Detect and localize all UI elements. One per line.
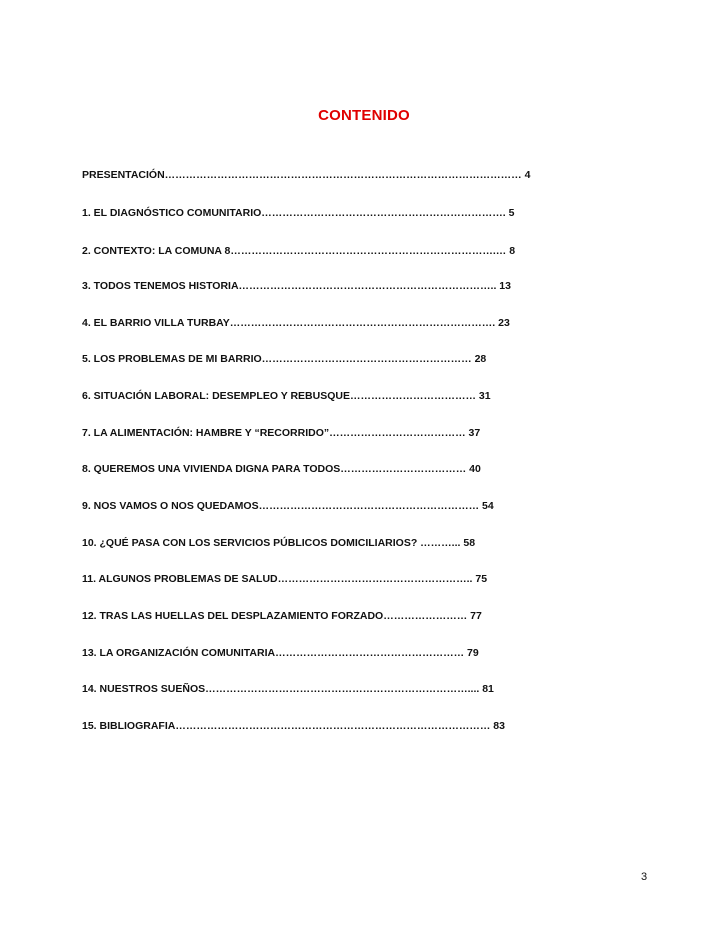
- toc-entry-5[interactable]: 5. LOS PROBLEMAS DE MI BARRIO…………………………………………………… 28: [82, 353, 487, 365]
- toc-entry-2[interactable]: 2. CONTEXTO: LA COMUNA 8………………………………………………………………….… 8: [82, 245, 516, 257]
- toc-entry-9[interactable]: 9. NOS VAMOS O NOS QUEDAMOS……………………………………………………… 54: [82, 500, 494, 512]
- page-title: CONTENIDO: [318, 107, 410, 124]
- toc-entry-6[interactable]: 6. SITUACIÓN LABORAL: DESEMPLEO Y REBUSQUE……………………………… 31: [82, 390, 491, 402]
- toc-entry-4[interactable]: 4. EL BARRIO VILLA TURBAY…………………………………………………………………. 23: [82, 317, 510, 329]
- toc-entry-15[interactable]: 15. BIBLIOGRAFIA……………………………………………………………………………… 83: [82, 720, 505, 732]
- toc-entry-14[interactable]: 14. NUESTROS SUEÑOS………………………………………………………………….... 81: [82, 683, 494, 695]
- toc-entry-12[interactable]: 12. TRAS LAS HUELLAS DEL DESPLAZAMIENTO FORZADO…………………… 77: [82, 610, 482, 622]
- toc-entry-1[interactable]: 1. EL DIAGNÓSTICO COMUNITARIO……………………………………………………………. 5: [82, 207, 515, 219]
- toc-entry-presentacion[interactable]: PRESENTACIÓN………………………………………………………………………………………… 4: [82, 169, 531, 181]
- toc-entry-11[interactable]: 11. ALGUNOS PROBLEMAS DE SALUD……………………………………………….. 75: [82, 573, 488, 585]
- toc-entry-3[interactable]: 3. TODOS TENEMOS HISTORIA……………………………………………………………….. 13: [82, 280, 511, 292]
- toc-entry-8[interactable]: 8. QUEREMOS UNA VIVIENDA DIGNA PARA TODOS……………………………… 40: [82, 463, 481, 475]
- toc-entry-13[interactable]: 13. LA ORGANIZACIÓN COMUNITARIA……………………………………………… 79: [82, 647, 479, 659]
- page-number: 3: [641, 871, 648, 883]
- toc-entry-10[interactable]: 10. ¿QUÉ PASA CON LOS SERVICIOS PÚBLICOS DOMICILIARIOS? ………... 58: [82, 537, 476, 549]
- toc-entry-7[interactable]: 7. LA ALIMENTACIÓN: HAMBRE Y “RECORRIDO”………………………………… 37: [82, 427, 481, 439]
